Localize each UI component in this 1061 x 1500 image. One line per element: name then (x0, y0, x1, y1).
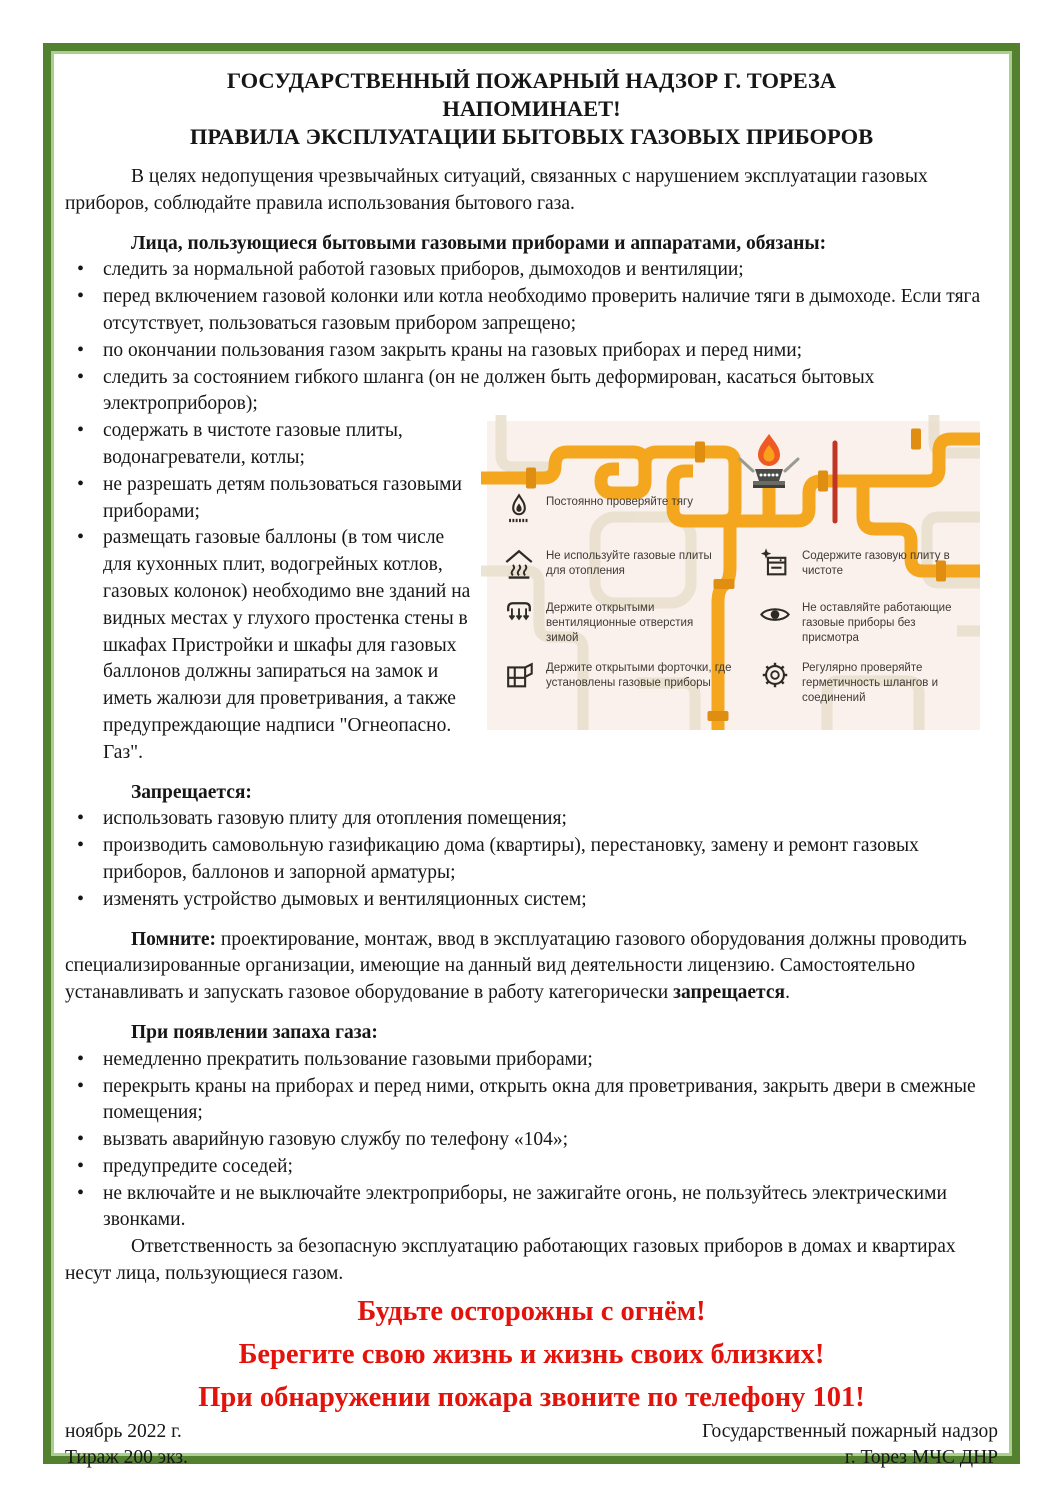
warning-line-1: Будьте осторожны с огнём! (357, 1295, 706, 1327)
remember-tail: . (785, 982, 790, 1004)
title-line-1: ГОСУДАРСТВЕННЫЙ ПОЖАРНЫЙ НАДЗОР Г. ТОРЕЗА (226, 68, 837, 93)
prohibited-heading: Запрещается: (131, 781, 252, 803)
obligations-list (65, 257, 998, 766)
list-item: • размещать газовые баллоны (в том числе для кухонных плит, водогрейных котлов, газовых колонок) необходимо вне зданий на видных местах у глухого простенка стены в шкафах Пристройки и шкафы для газовых баллонов должны запираться на замок и иметь жалюзи для проветривания, а также предупреждающие надписи "Огнеопасно. Газ". (103, 525, 998, 766)
infographic-label: Не используйте газовые плиты для отопления (546, 550, 712, 577)
list-item: • производить самовольную газификацию дома (квартиры), перестановку, замену и ремонт газовых приборов, баллонов и запорной арматуры; (103, 833, 998, 887)
list-item: • перед включением газовой колонки или котла необходимо проверить наличие тяги в дымоходе. Если тяга отсутствует, пользоваться газовым прибором запрещено; (103, 284, 998, 338)
obligations-heading: Лица, пользующиеся бытовыми газовыми приборами и аппаратами, обязаны: (131, 232, 827, 254)
list-item: • следить за состоянием гибкого шланга (он не должен быть деформирован, касаться бытовых электроприборов); (103, 365, 998, 419)
footer-org-line-2: г. Торез МЧС ДНР (844, 1447, 998, 1469)
list-item: • использовать газовую плиту для отопления помещения; (103, 806, 998, 833)
document-footer (65, 1419, 998, 1471)
document-title (65, 67, 998, 151)
prohibited-list (65, 806, 998, 913)
infographic-label: Содержите газовую плиту в чистоте (802, 550, 950, 577)
list-item: • следить за нормальной работой газовых приборов, дымоходов и вентиляции; (103, 257, 998, 284)
infographic-label: Держите открытыми форточки, где установлены газовые приборы (546, 662, 732, 689)
list-item: • изменять устройство дымовых и вентиляционных систем; (103, 887, 998, 914)
warning-line-2: Берегите свою жизнь и жизнь своих близких! (238, 1338, 825, 1370)
list-item: • предупредите соседей; (103, 1154, 998, 1181)
page-border-frame (43, 43, 1020, 1469)
remember-paragraph (65, 927, 998, 1007)
warning-line-3: При обнаружении пожара звоните по телефону 101! (198, 1381, 865, 1413)
list-item: • перекрыть краны на приборах и перед ними, открыть окна для проветривания, закрыть двери в смежные помещения; (103, 1074, 998, 1128)
remember-text: проектирование, монтаж, ввод в эксплуатацию газового оборудования должны проводить специализированные организации, имеющие на данный вид деятельности лицензию. Самостоятельно устанавливать и запускать газовое оборудование в работу категорически (65, 928, 967, 1004)
document-content (51, 51, 1012, 1469)
list-item: • немедленно прекратить пользование газовыми приборами; (103, 1047, 998, 1074)
intro-paragraph: В целях недопущения чрезвычайных ситуаций, связанных с нарушением эксплуатации газовых приборов, соблюдайте правила использования бытового газа. (65, 166, 928, 214)
infographic-label: • Постоянно проверяйте тягу (546, 496, 693, 509)
remember-label: Помните: (131, 928, 217, 950)
list-item-text: содержать в чистоте газовые плиты, водонагреватели, котлы; (103, 420, 403, 468)
gas-smell-heading: При появлении запаха газа: (131, 1021, 378, 1043)
responsibility-paragraph: Ответственность за безопасную эксплуатацию работающих газовых приборов в домах и квартирах несут лица, пользующиеся газом. (65, 1236, 956, 1285)
list-item: • по окончании пользования газом закрыть краны на газовых приборах и перед ними; (103, 338, 998, 365)
title-line-3: ПРАВИЛА ЭКСПЛУАТАЦИИ БЫТОВЫХ ГАЗОВЫХ ПРИБОРОВ (189, 124, 874, 149)
footer-circulation: Тираж 200 экз. (65, 1447, 188, 1469)
footer-org-line-1: Государственный пожарный надзор (701, 1420, 998, 1442)
footer-right (702, 1419, 998, 1471)
gas-smell-list (65, 1047, 998, 1235)
remember-bold: запрещается (673, 982, 786, 1004)
footer-date: ноябрь 2022 г. (65, 1420, 182, 1442)
list-item: • не разрешать детям пользоваться газовыми приборами; (103, 472, 998, 526)
title-line-2: НАПОМИНАЕТ! (442, 96, 621, 121)
infographic-label: Не оставляйте работающие газовые приборы без присмотра (802, 602, 952, 644)
footer-left (65, 1419, 188, 1471)
list-item: • вызвать аварийную газовую службу по телефону «104»; (103, 1127, 998, 1154)
list-item: • не включайте и не выключайте электроприборы, не зажигайте огонь, не пользуйтесь электрическими звонками. (103, 1181, 998, 1235)
infographic-label: Держите открытыми вентиляционные отверстия зимой (546, 602, 694, 644)
fire-warning-block (65, 1290, 998, 1419)
infographic-label: Регулярно проверяйте герметичность шлангов и соединений (802, 662, 939, 704)
